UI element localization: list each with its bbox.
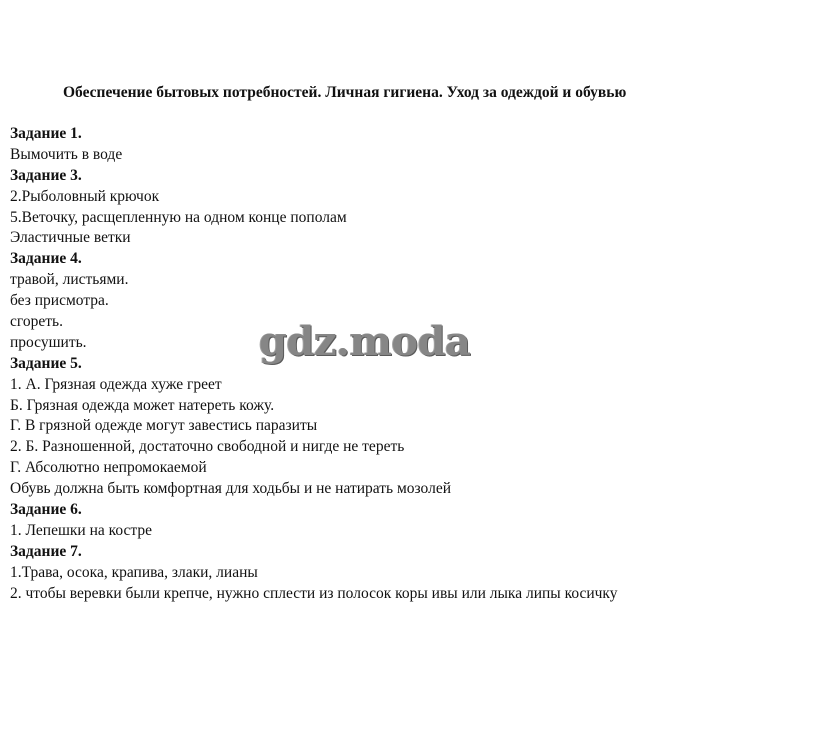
task-heading: Задание 6. xyxy=(10,501,82,519)
task-heading: Задание 5. xyxy=(10,354,82,372)
answer-line: Вымочить в воде xyxy=(10,145,123,163)
watermark: gdz.moda xyxy=(259,318,471,365)
answer-line: просушить. xyxy=(10,333,87,351)
answer-line: Эластичные ветки xyxy=(10,229,131,247)
answer-line: Обувь должна быть комфортная для ходьбы и не натирать мозолей xyxy=(10,480,452,498)
answer-line: без присмотра. xyxy=(10,292,109,310)
document-title: Обеспечение бытовых потребностей. Личная гигиена. Уход за одеждой и обувью xyxy=(63,84,627,101)
answer-line: 2. чтобы веревки были крепче, нужно сплести из полосок коры ивы или лыка липы косичку xyxy=(10,584,618,602)
answer-line: сгореть. xyxy=(10,313,63,331)
answer-line: травой, листьями. xyxy=(10,271,129,289)
answer-line: 5.Веточку, расщепленную на одном конце пополам xyxy=(10,208,347,226)
answer-line: 1. Лепешки на костре xyxy=(10,521,152,539)
answer-line: Б. Грязная одежда может натереть кожу. xyxy=(10,396,275,414)
answer-line: Г. В грязной одежде могут завестись паразиты xyxy=(10,417,318,435)
task-heading: Задание 1. xyxy=(10,125,82,142)
answer-line: 2. Б. Разношенной, достаточно свободной и нигде не тереть xyxy=(10,438,405,456)
task-heading: Задание 3. xyxy=(10,166,82,184)
answer-line: 1. А. Грязная одежда хуже греет xyxy=(10,375,222,393)
answer-line: 1.Трава, осока, крапива, злаки, лианы xyxy=(10,563,258,581)
task-heading: Задание 7. xyxy=(10,542,82,560)
answer-line: Г. Абсолютно непромокаемой xyxy=(10,459,207,477)
answer-line: 2.Рыболовный крючок xyxy=(10,187,160,205)
task-heading: Задание 4. xyxy=(10,250,82,268)
